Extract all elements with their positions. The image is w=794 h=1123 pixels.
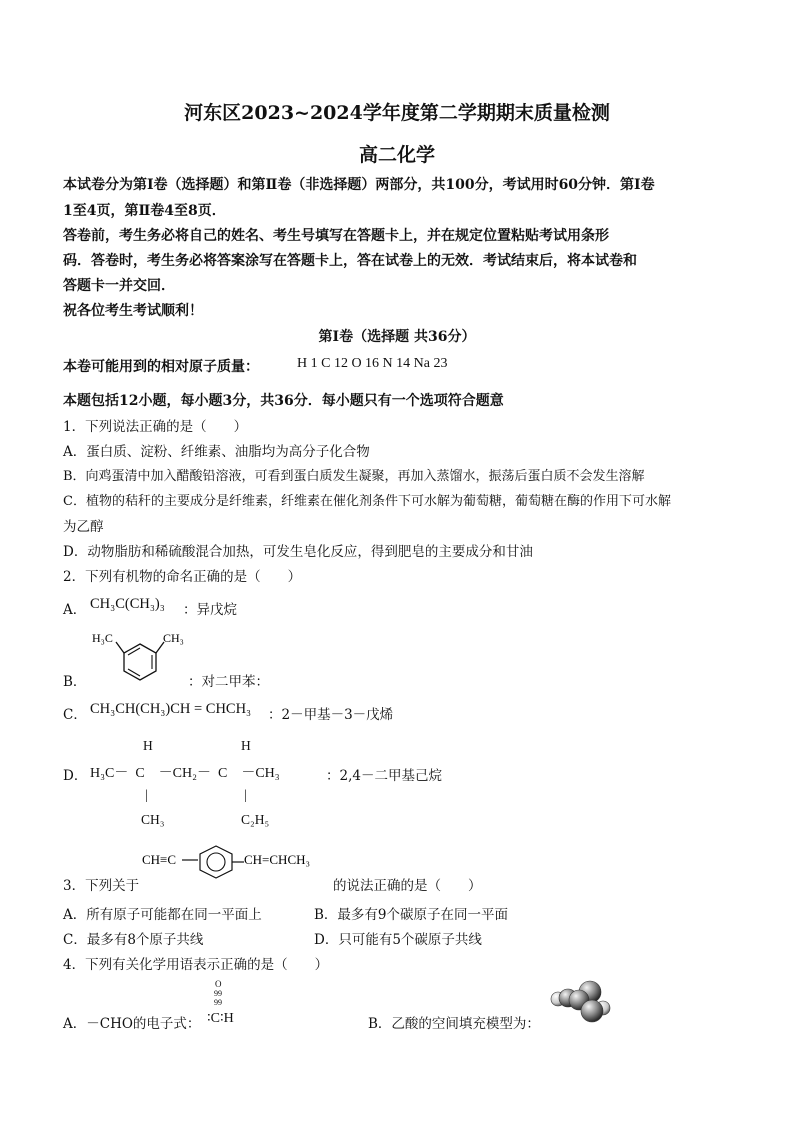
q2-option-b-name: ：对二甲苯： [188, 674, 269, 690]
q2-d-h2: H [241, 738, 251, 753]
q2-option-a-label: A． [63, 602, 87, 618]
q2-stem: 2．下列有机物的命名正确的是（ ） [63, 569, 302, 585]
section-heading: 第Ⅰ卷（选择题 共36分） [318, 329, 476, 345]
xylene-sub-left: H₃C [92, 631, 113, 645]
q3-option-c: C．最多有8个原子共线 [63, 932, 204, 948]
xylene-sub-right: CH₃ [163, 631, 184, 645]
atomic-mass-values: H 1 C 12 O 16 N 14 Na 23 [297, 356, 448, 371]
page-title: 河东区2023~2024学年度第二学期期末质量检测 [184, 102, 610, 124]
q1-option-a: A．蛋白质、淀粉、纤维素、油脂均为高分子化合物 [63, 444, 370, 460]
q3-struct-right: CH=CHCH₃ [244, 852, 311, 867]
q1-option-d: D．动物脂肪和稀硫酸混合加热，可发生皂化反应，得到肥皂的主要成分和甘油 [63, 544, 533, 560]
xylene-structure [88, 628, 198, 690]
intro-line-2: 1至4页，第Ⅱ卷4至8页． [63, 203, 226, 219]
q4-a-dots2: 99 [214, 998, 222, 1007]
intro-line-5: 答题卡一并交回． [63, 278, 175, 294]
atomic-mass-label: 本卷可能用到的相对原子质量： [63, 359, 259, 375]
q2-d-sub1: CH₃ [141, 812, 165, 827]
q2-option-c-name: ：2－甲基－3－戊烯 [268, 707, 394, 723]
q4-option-b-text: B．乙酸的空间填充模型为： [368, 1016, 540, 1032]
q1-stem: 1．下列说法正确的是（ ） [63, 419, 248, 435]
intro-line-1: 本试卷分为第Ⅰ卷（选择题）和第Ⅱ卷（非选择题）两部分，共100分，考试用时60分钟．第Ⅰ卷 [63, 177, 655, 193]
q2-option-d-label: D． [63, 768, 88, 784]
q2-option-a-name: ：异戊烷 [183, 602, 237, 618]
q1-option-b: B．向鸡蛋清中加入醋酸铅溶液，可看到蛋白质发生凝聚，再加入蒸馏水，振荡后蛋白质不会发生溶解 [63, 469, 645, 484]
q2-option-a-formula: CH₃C(CH₃)₃ [90, 596, 165, 612]
q1-option-c-line1: C．植物的秸秆的主要成分是纤维素，纤维素在催化剂条件下可水解为葡萄糖，葡萄糖在酶的作用下可水解 [63, 494, 671, 509]
q2-option-c-formula: CH₃CH(CH₃)CH = CHCH₃ [90, 701, 252, 717]
q3-stem-post: 的说法正确的是（ ） [333, 878, 482, 894]
q3-option-b: B．最多有9个碳原子在同一平面 [314, 907, 509, 923]
q4-stem: 4．下列有关化学用语表示正确的是（ ） [63, 957, 329, 973]
acetic-acid-model [546, 978, 618, 1026]
q2-option-b-label: B． [63, 674, 87, 690]
q2-option-d-name: ：2,4－二甲基己烷 [326, 768, 442, 784]
q2-option-d-formula: H₃C－ C －CH₂－ C －CH₃ [90, 766, 280, 781]
intro-line-6: 祝各位考生考试顺利！ [63, 303, 203, 319]
q2-d-h1: H [143, 738, 153, 753]
q2-d-bar2: | [244, 787, 247, 802]
q4-a-dots1: 99 [214, 989, 222, 998]
intro-line-4: 码．答卷时，考生务必将答案涂写在答题卡上，答在试卷上的无效．考试结束后，将本试卷和 [63, 253, 637, 269]
q1-option-c-line2: 为乙醇 [63, 519, 104, 535]
q2-d-bar1: | [145, 787, 148, 802]
section-instruction: 本题包括12小题，每小题3分，共36分．每小题只有一个选项符合题意 [63, 393, 504, 409]
q3-option-d: D．只可能有5个碳原子共线 [314, 932, 482, 948]
q4-option-a-text: A．－CHO的电子式： [63, 1016, 201, 1032]
q4-a-o: O [215, 979, 222, 989]
intro-line-3: 答卷前，考生务必将自己的姓名、考生号填写在答题卡上，并在规定位置粘贴考试用条形 [63, 228, 609, 244]
q3-option-a: A．所有原子可能都在同一平面上 [63, 907, 262, 923]
q3-stem-pre: 3．下列关于 [63, 878, 140, 894]
q3-struct-left: CH≡C [142, 852, 177, 867]
q4-option-a-formula: ∶C∶H [207, 1011, 234, 1026]
q2-option-c-label: C． [63, 707, 87, 723]
page-subtitle: 高二化学 [358, 144, 435, 166]
q3-structure [140, 840, 335, 884]
q2-d-sub2: C₂H₅ [241, 812, 270, 827]
